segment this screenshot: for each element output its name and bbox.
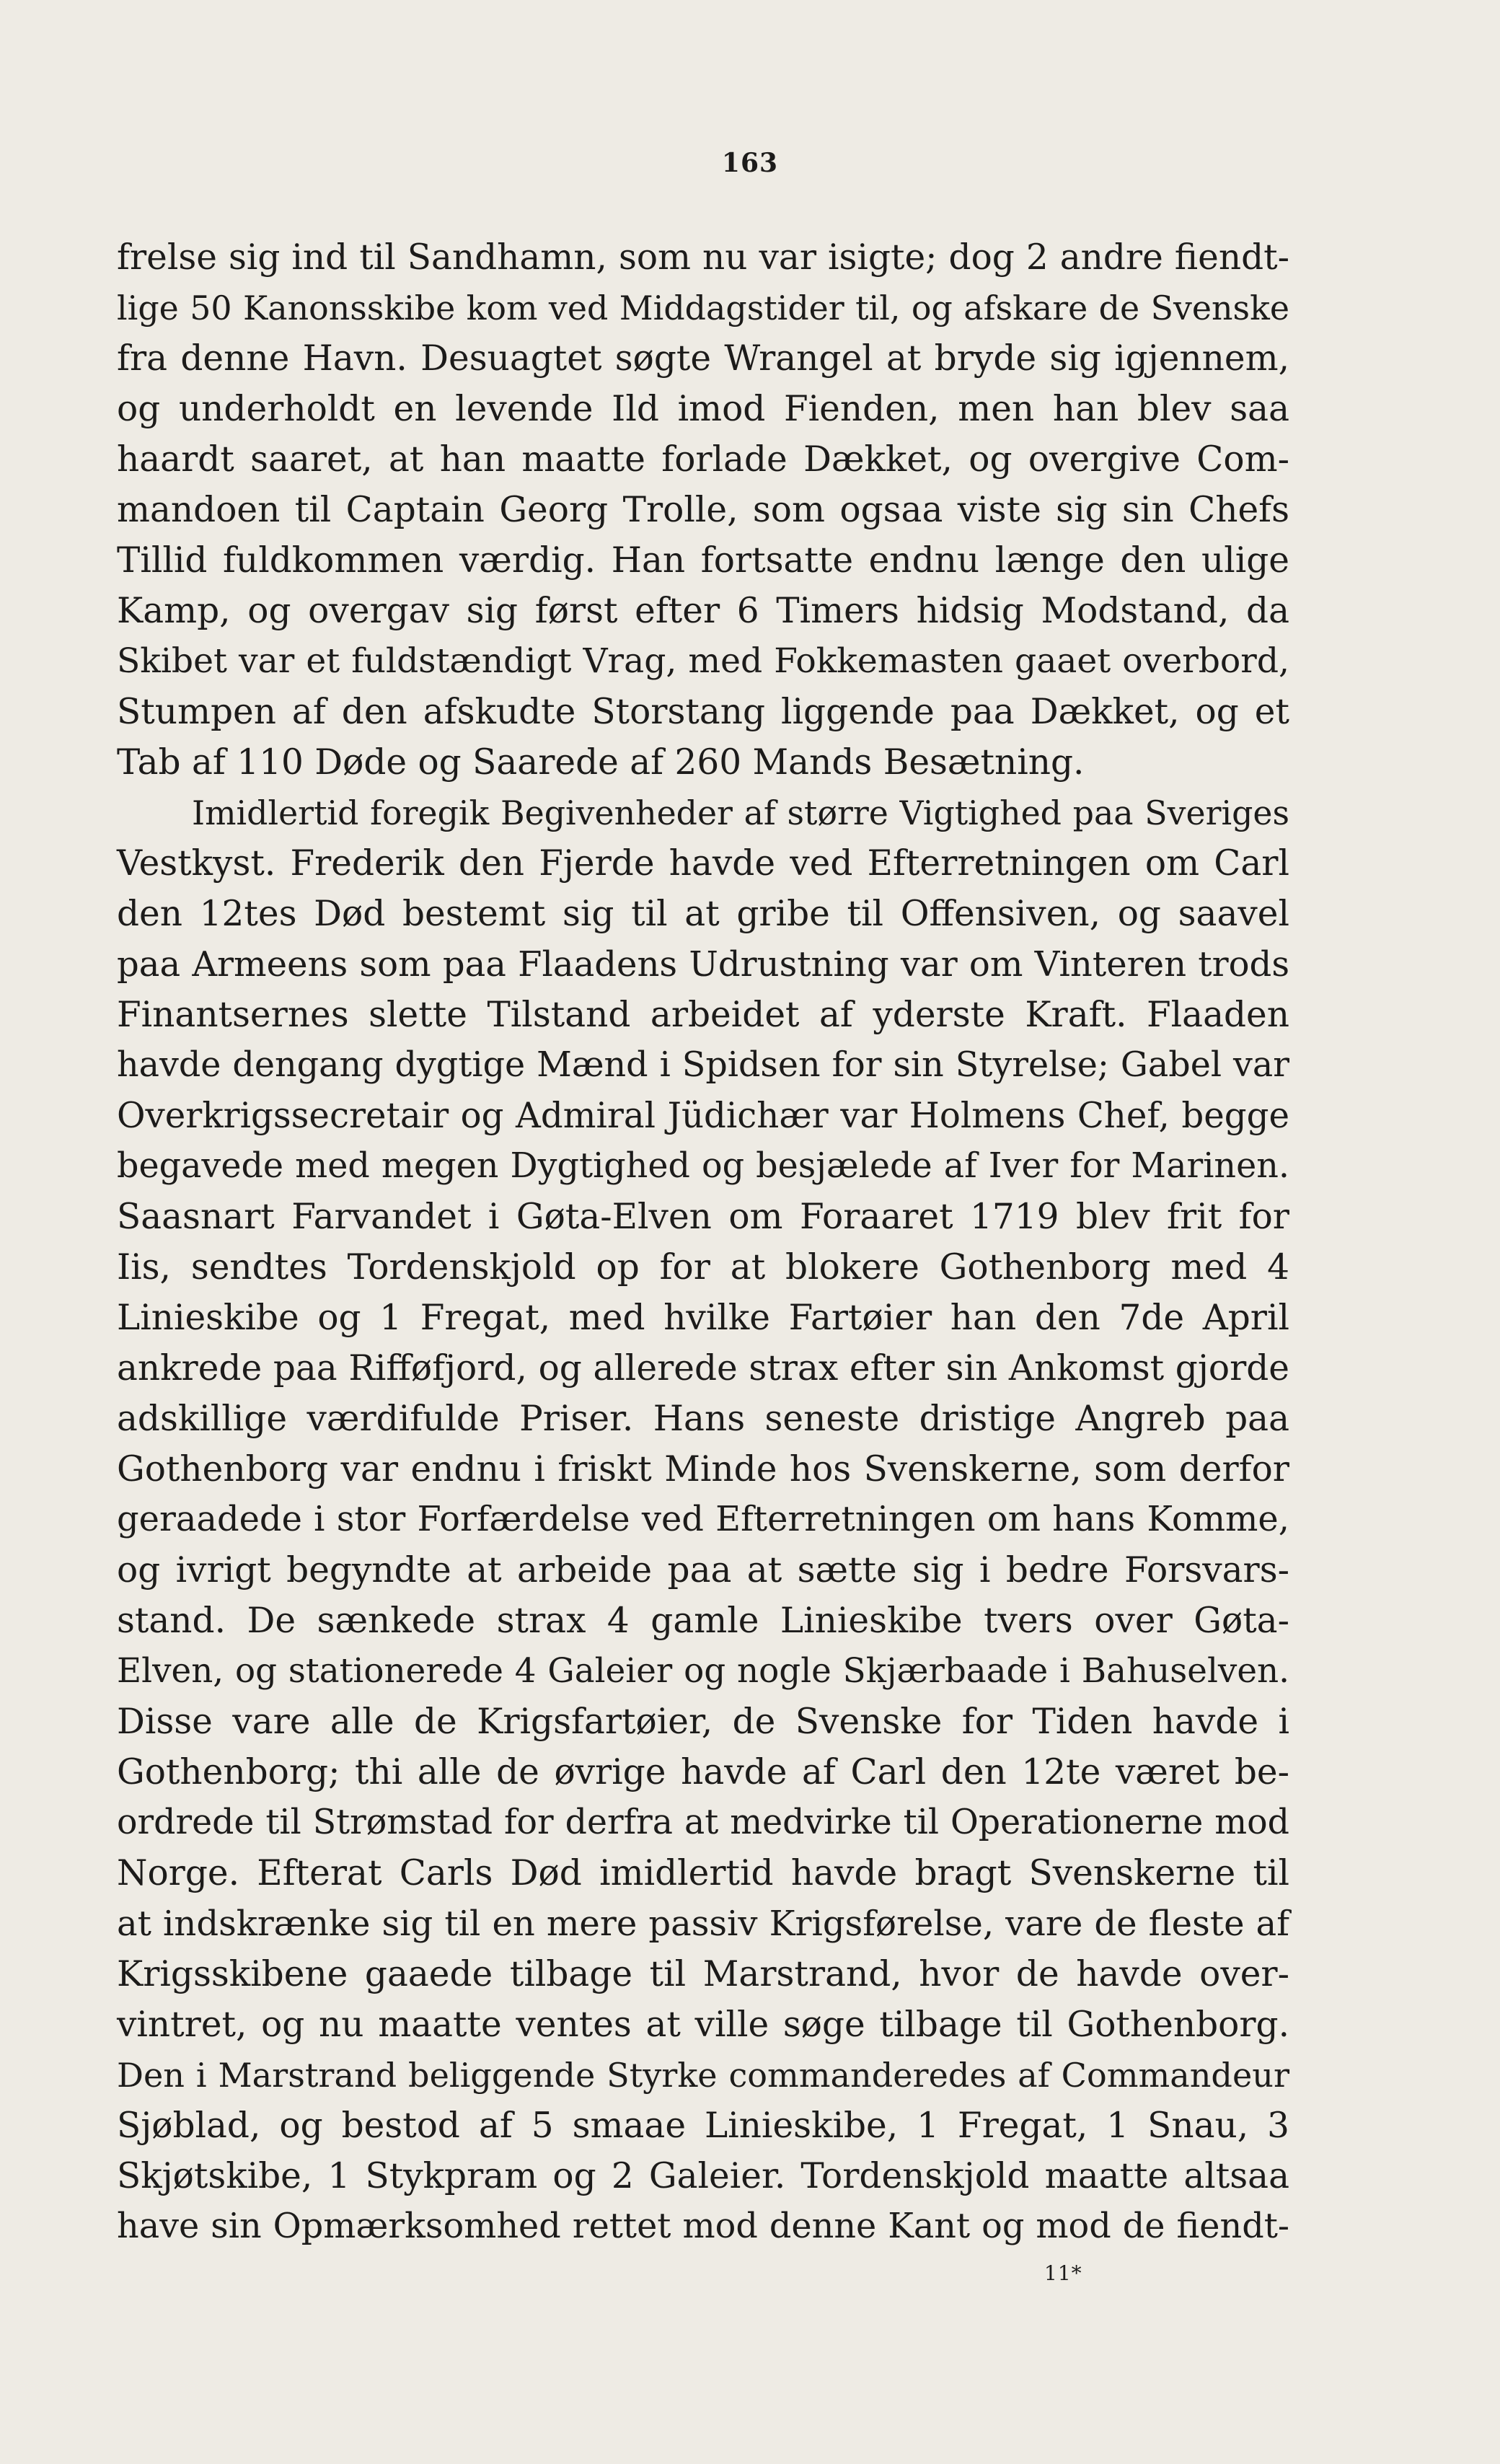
text-line: Finantsernes slette Tilstand arbeidet af yderste Kraft. Flaaden: [117, 995, 1289, 1035]
text-line: Den i Marstrand beliggende Styrke commanderedes af Commandeur: [117, 2056, 1289, 2095]
text-line: havde dengang dygtige Mænd i Spidsen for sin Styrelse; Gabel var: [117, 1045, 1289, 1085]
text-line: Stumpen af den afskudte Storstang liggende paa Dækket, og et: [117, 692, 1289, 732]
text-line: geraadede i stor Forfærdelse ved Efterretningen om hans Komme,: [117, 1500, 1289, 1539]
text-line: mandoen til Captain Georg Trolle, som ogsaa viste sig sin Chefs: [117, 490, 1289, 530]
text-line: Overkrigssecretair og Admiral Jüdichær var Holmens Chef, begge: [117, 1096, 1289, 1136]
text-line-paragraph-start: Imidlertid foregik Begivenheder af større Vigtighed paa Sveriges: [192, 793, 1289, 832]
body-text: [117, 232, 1289, 2252]
text-line: lige 50 Kanonsskibe kom ved Middagstider til, og afskare de Svenske: [117, 289, 1289, 327]
text-line: adskillige værdifulde Priser. Hans seneste dristige Angreb paa: [117, 1399, 1289, 1439]
text-line: Gothenborg var endnu i friskt Minde hos Svenskerne, som derfor: [117, 1449, 1289, 1490]
text-line: Skjøtskibe, 1 Stykpram og 2 Galeier. Tordenskjold maatte altsaa: [117, 2156, 1289, 2196]
text-line: Tillid fuldkommen værdig. Han fortsatte endnu længe den ulige: [117, 540, 1289, 581]
text-line: Krigsskibene gaaede tilbage til Marstrand, hvor de havde over-: [117, 1954, 1289, 1994]
text-line: Disse vare alle de Krigsfartøier, de Svenske for Tiden havde i: [117, 1702, 1289, 1742]
text-line: Linieskibe og 1 Fregat, med hvilke Fartøier han den 7de April: [117, 1298, 1289, 1338]
text-line: at indskrænke sig til en mere passiv Krigsførelse, vare de fleste af: [117, 1904, 1289, 1944]
text-line: og underholdt en levende Ild imod Fienden, men han blev saa: [117, 389, 1289, 429]
text-line: Saasnart Farvandet i Gøta-Elven om Foraaret 1719 blev frit for: [117, 1197, 1289, 1237]
text-line: og ivrigt begyndte at arbeide paa at sætte sig i bedre Forsvars-: [117, 1550, 1289, 1590]
text-line-paragraph-end: Tab af 110 Døde og Saarede af 260 Mands Besætning.: [117, 742, 1085, 783]
text-line: stand. De sænkede strax 4 gamle Linieskibe tvers over Gøta-: [117, 1601, 1289, 1641]
signature-mark: 11*: [1044, 2261, 1082, 2285]
text-line: ordrede til Strømstad for derfra at medvirke til Operationerne mod: [117, 1803, 1289, 1842]
text-line: Elven, og stationerede 4 Galeier og nogle Skjærbaade i Bahuselven.: [117, 1652, 1289, 1691]
text-line: vintret, og nu maatte ventes at ville søge tilbage til Gothenborg.: [117, 2005, 1289, 2045]
text-line: Skibet var et fuldstændigt Vrag, med Fokkemasten gaaet overbord,: [117, 641, 1289, 681]
text-line: Gothenborg; thi alle de øvrige havde af Carl den 12te været be-: [117, 1752, 1289, 1792]
page-number: 163: [721, 148, 779, 178]
text-line: paa Armeens som paa Flaadens Udrustning var om Vinteren trods: [117, 944, 1289, 985]
text-line: Vestkyst. Frederik den Fjerde havde ved Efterretningen om Carl: [117, 843, 1289, 884]
text-line: den 12tes Død bestemt sig til at gribe til Offensiven, og saavel: [117, 894, 1289, 934]
text-line: have sin Opmærksomhed rettet mod denne Kant og mod de fiendt-: [117, 2206, 1289, 2246]
text-line: frelse sig ind til Sandhamn, som nu var isigte; dog 2 andre fiendt-: [117, 237, 1289, 278]
text-line: fra denne Havn. Desuagtet søgte Wrangel at bryde sig igjennem,: [117, 338, 1289, 379]
text-line: Norge. Efterat Carls Død imidlertid havde bragt Svenskerne til: [117, 1853, 1289, 1893]
text-line: Kamp, og overgav sig først efter 6 Timers hidsig Modstand, da: [117, 591, 1289, 631]
text-line: Iis, sendtes Tordenskjold op for at blokere Gothenborg med 4: [117, 1247, 1289, 1288]
text-line: begavede med megen Dygtighed og besjælede af Iver for Marinen.: [117, 1146, 1289, 1186]
text-line: Sjøblad, og bestod af 5 smaae Linieskibe, 1 Fregat, 1 Snau, 3: [117, 2106, 1289, 2146]
text-line: ankrede paa Rifføfjord, og allerede strax efter sin Ankomst gjorde: [117, 1348, 1289, 1389]
text-line: haardt saaret, at han maatte forlade Dækket, og overgive Com-: [117, 439, 1289, 480]
